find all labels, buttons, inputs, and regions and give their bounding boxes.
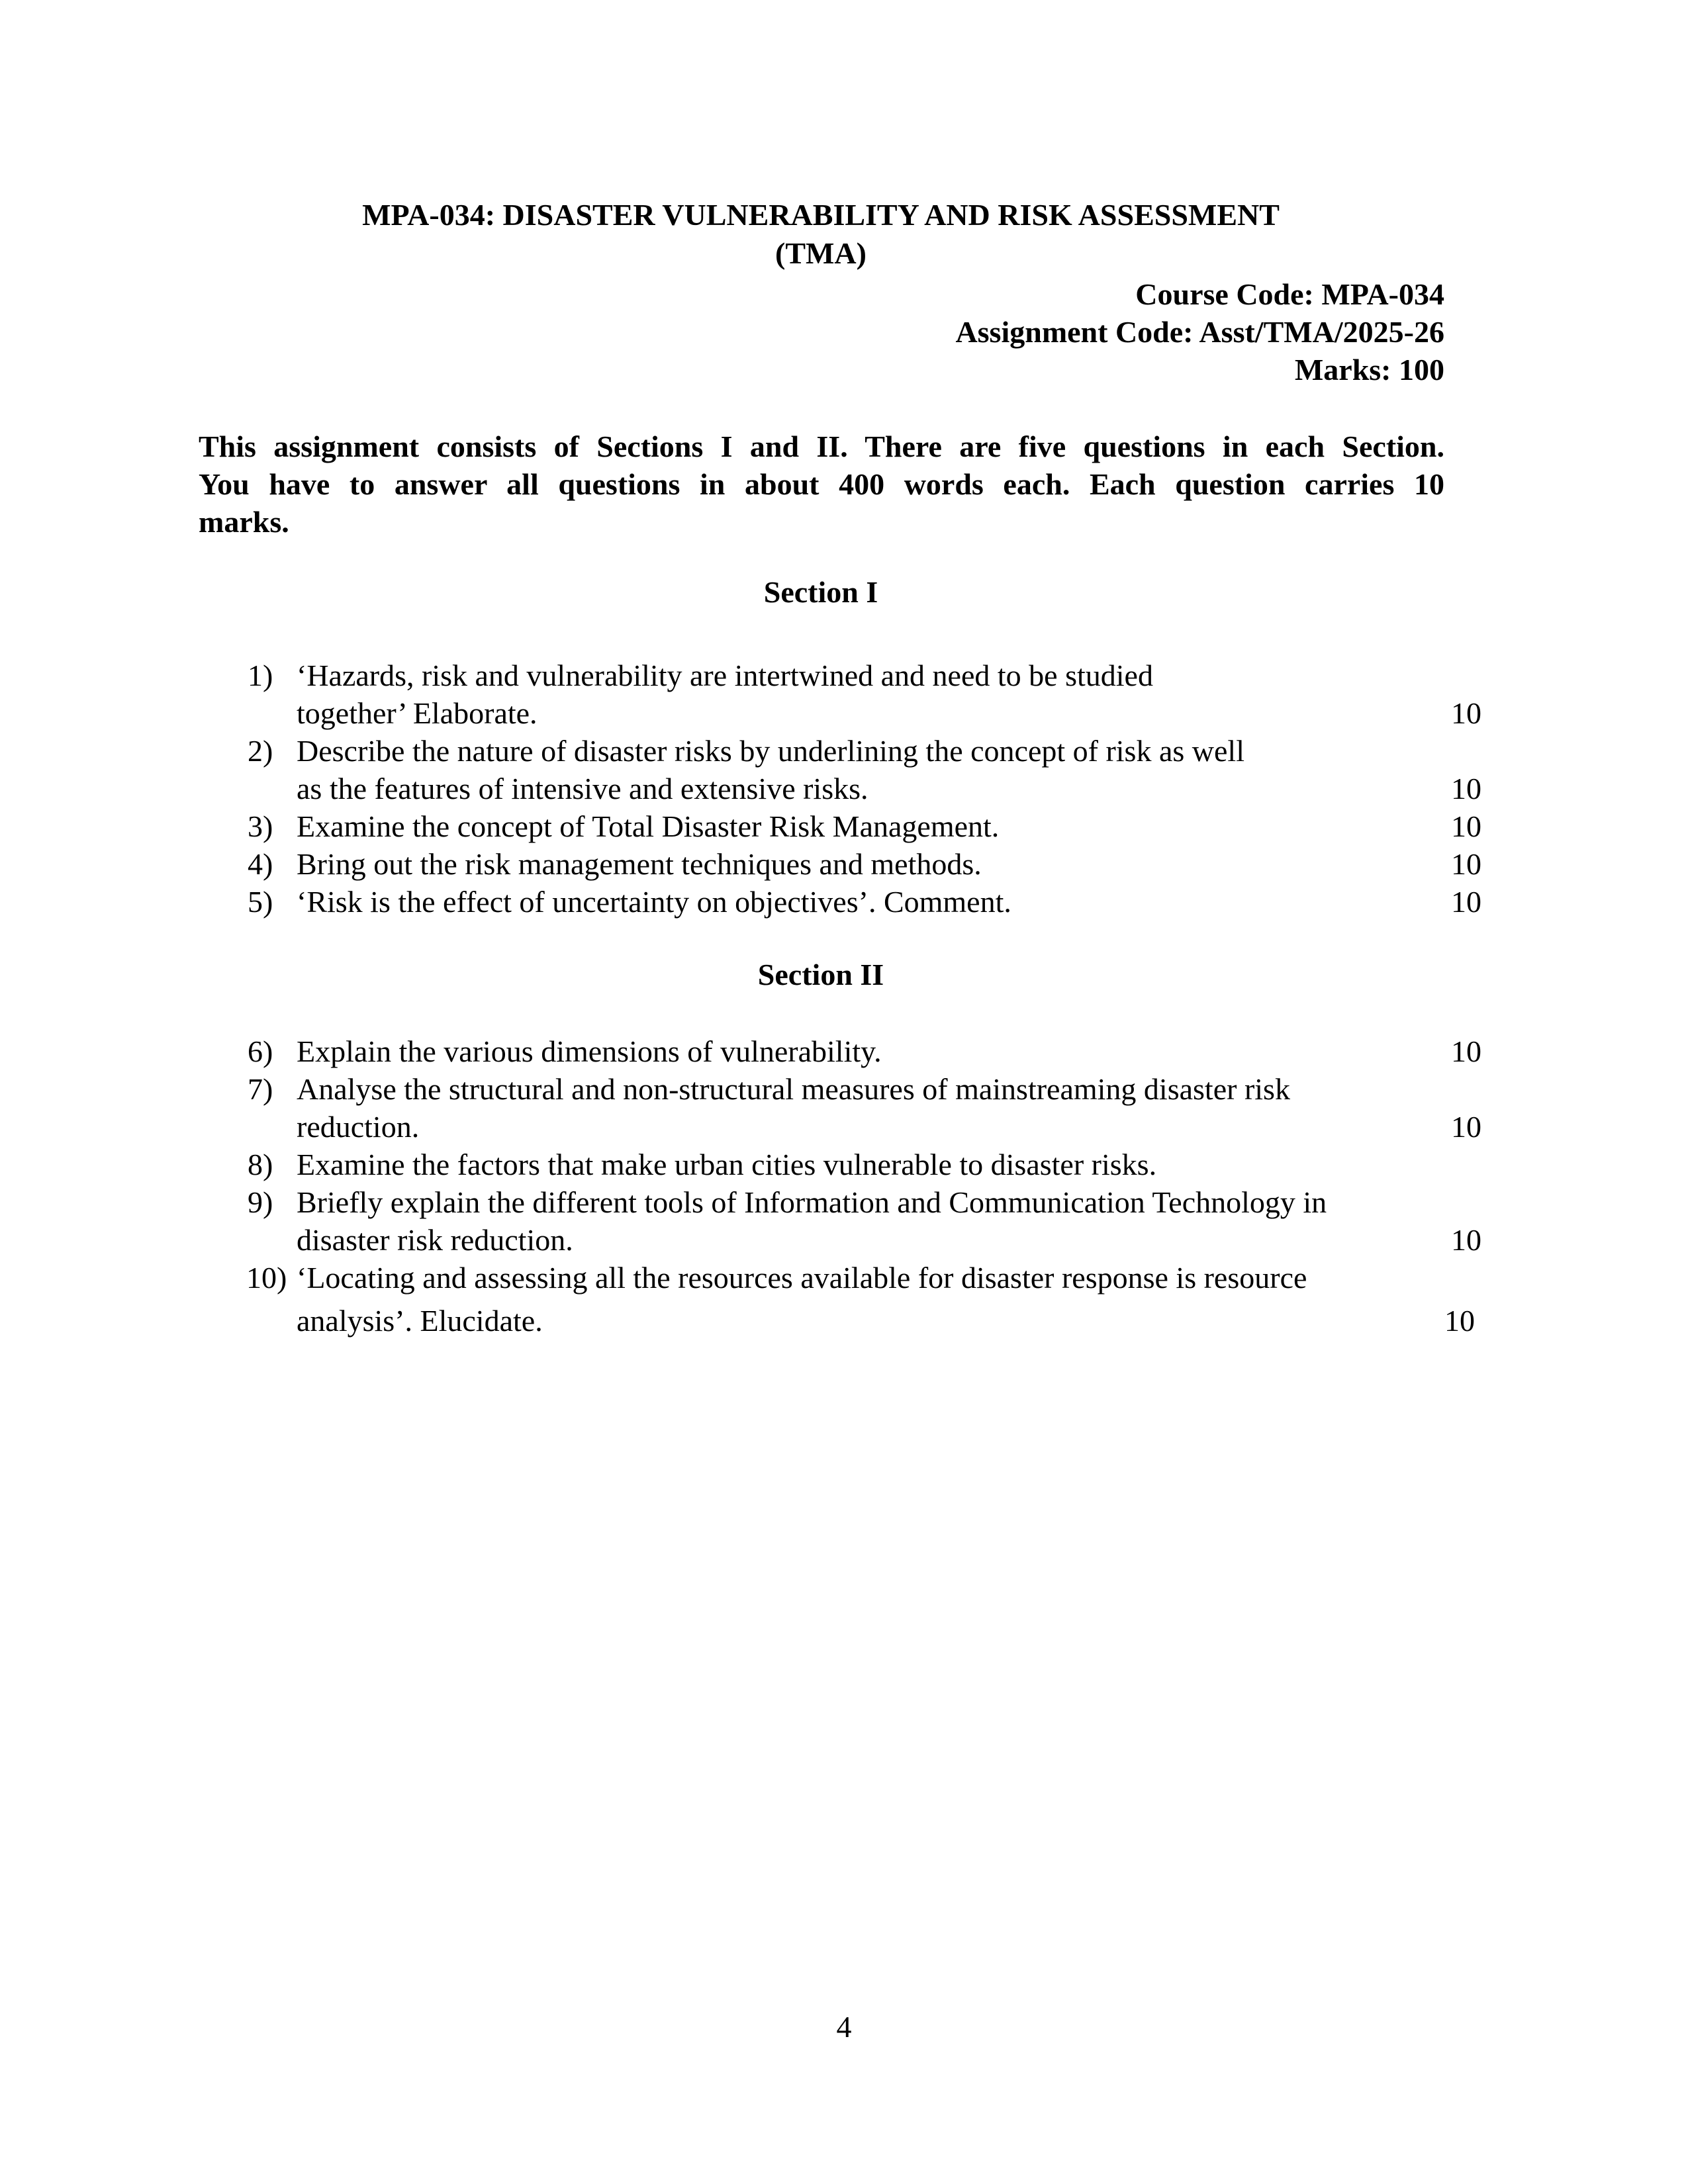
question-number: 9) <box>248 1185 273 1219</box>
question-marks: 10 <box>1451 1034 1481 1068</box>
question-line <box>0 1032 1688 1070</box>
question-line <box>0 1221 1688 1259</box>
question-marks: 10 <box>1451 1110 1481 1144</box>
question-text: disaster risk reduction. <box>297 1223 573 1257</box>
question-line <box>0 732 1688 770</box>
question-line <box>0 657 1688 694</box>
instructions-line: This assignment consists of Sections I and II. There are five questions in each Section. <box>199 430 1444 463</box>
question-number: 7) <box>248 1072 273 1106</box>
instructions-line: marks. <box>199 505 289 539</box>
page-number: 4 <box>836 2010 852 2044</box>
question-text: Describe the nature of disaster risks by underlining the concept of risk as well <box>297 734 1244 768</box>
document-title: MPA-034: DISASTER VULNERABILITY AND RISK ASSESSMENT <box>362 198 1280 232</box>
question-text: Explain the various dimensions of vulnerability. <box>297 1034 882 1068</box>
question-line <box>0 1146 1688 1183</box>
assignment-meta <box>955 275 1444 388</box>
question-line <box>0 1302 1688 1340</box>
question-line <box>0 845 1688 883</box>
section-1-heading: Section I <box>763 575 878 609</box>
question-number: 4) <box>248 847 273 881</box>
question-text: as the features of intensive and extensive risks. <box>297 772 868 805</box>
question-line <box>0 1108 1688 1146</box>
question-text: reduction. <box>297 1110 420 1144</box>
question-text: together’ Elaborate. <box>297 696 538 730</box>
question-text: Examine the factors that make urban cities vulnerable to disaster risks. <box>297 1148 1157 1181</box>
question-text: ‘Risk is the effect of uncertainty on objectives’. Comment. <box>297 885 1011 919</box>
course-code: Course Code: MPA-034 <box>1135 277 1444 311</box>
instructions-line: You have to answer all questions in about 400 words each. Each question carries 10 <box>199 467 1444 501</box>
question-line <box>0 1259 1688 1297</box>
question-line <box>0 1070 1688 1108</box>
question-marks: 10 <box>1451 772 1481 805</box>
section-2-questions <box>0 1032 1688 1340</box>
question-text: analysis’. Elucidate. <box>297 1304 543 1338</box>
question-number: 5) <box>248 885 273 919</box>
question-number: 2) <box>248 734 273 768</box>
question-text: ‘Locating and assessing all the resources available for disaster response is resource <box>297 1261 1307 1295</box>
assignment-code: Assignment Code: Asst/TMA/2025-26 <box>955 315 1444 349</box>
question-marks: 10 <box>1451 885 1481 919</box>
question-line <box>0 1183 1688 1221</box>
question-text: ‘Hazards, risk and vulnerability are intertwined and need to be studied <box>297 659 1153 692</box>
question-marks: 10 <box>1451 696 1481 730</box>
section-1-questions <box>0 657 1688 921</box>
question-line <box>0 883 1688 921</box>
question-line <box>0 807 1688 845</box>
question-number: 8) <box>248 1148 273 1181</box>
document-subtitle: (TMA) <box>775 236 867 270</box>
question-number: 6) <box>248 1034 273 1068</box>
question-text: Examine the concept of Total Disaster Risk Management. <box>297 809 1000 843</box>
question-line <box>0 770 1688 807</box>
question-marks: 10 <box>1451 1223 1481 1257</box>
section-2-heading: Section II <box>757 958 884 991</box>
question-marks: 10 <box>1444 1304 1475 1338</box>
question-number: 3) <box>248 809 273 843</box>
title-block <box>199 196 1443 273</box>
question-marks: 10 <box>1451 847 1481 881</box>
total-marks: Marks: 100 <box>1294 353 1444 387</box>
question-text: Briefly explain the different tools of Information and Communication Technology in <box>297 1185 1327 1219</box>
question-marks: 10 <box>1451 809 1481 843</box>
question-text: Bring out the risk management techniques and methods. <box>297 847 982 881</box>
question-number: 10) <box>246 1261 287 1295</box>
question-line <box>0 694 1688 732</box>
question-number: 1) <box>248 659 273 692</box>
question-text: Analyse the structural and non-structural measures of mainstreaming disaster risk <box>297 1072 1290 1106</box>
instructions-paragraph <box>199 428 1444 541</box>
